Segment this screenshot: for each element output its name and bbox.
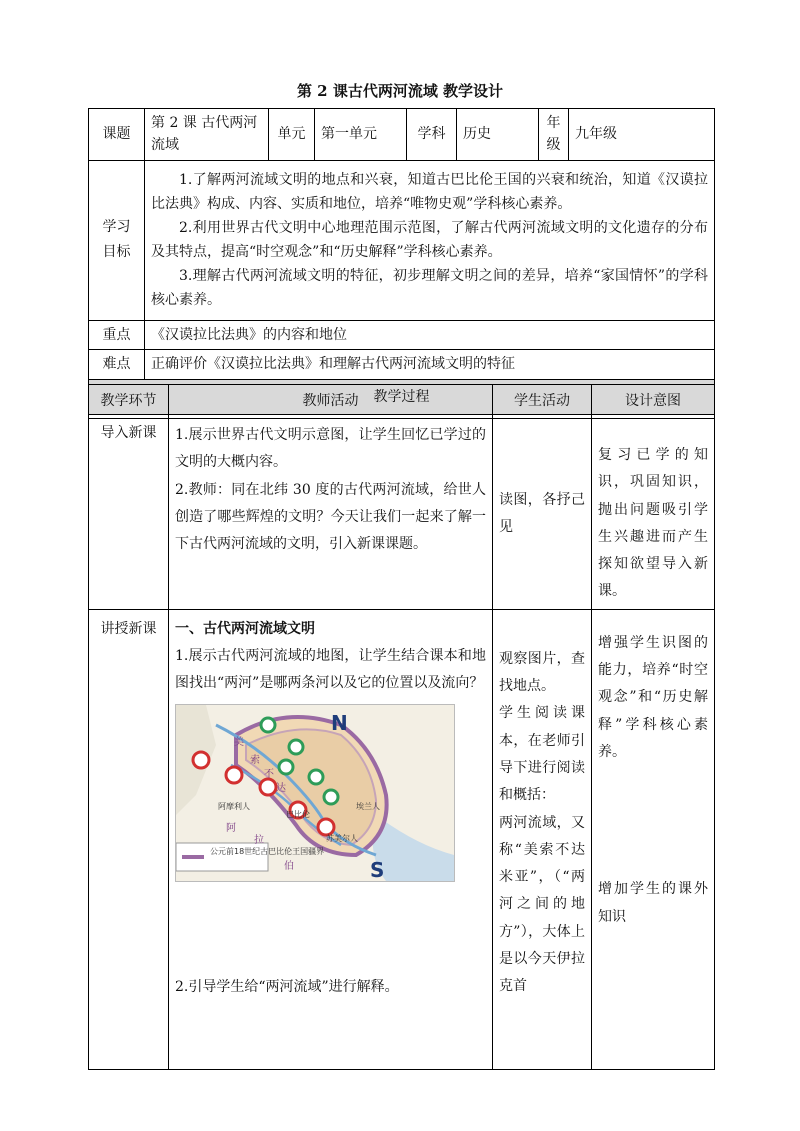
svg-text:阿: 阿	[226, 822, 236, 834]
grade-label: 年级	[539, 109, 569, 161]
unit-label: 单元	[269, 109, 315, 161]
header-student: 学生活动	[493, 385, 592, 419]
teacher-step-1: 1.展示古代两河流域的地图，让学生结合课本和地图找出“两河”是哪两条河以及它的位置以及流向？	[175, 648, 486, 692]
north-label: N	[331, 710, 348, 735]
lecture-student: 观察图片，查找地点。 学生阅读课本，在老师引导下进行阅读和概括： 两河流域，又称“美索不达米亚”，（“两河之间的地方”），大体上是以今天伊拉克首	[493, 609, 592, 1069]
process-table	[88, 384, 715, 1070]
key-point-value: 《汉谟拉比法典》的内容和地位	[145, 320, 715, 349]
map-legend: 公元前18世纪古巴比伦王国疆界	[210, 846, 325, 856]
intro-intent: 复习已学的知识，巩固知识，抛出问题吸引学生兴趣进而产生探知欲望导入新课。	[592, 419, 715, 610]
svg-text:拉: 拉	[254, 834, 264, 846]
svg-text:美: 美	[234, 736, 244, 748]
difficulty-value: 正确评价《汉谟拉比法典》和理解古代两河流域文明的特征	[145, 350, 715, 379]
svg-text:伯: 伯	[284, 860, 294, 872]
map-svg	[176, 705, 454, 881]
topic-value: 第 2 课 古代两河流域	[145, 109, 269, 161]
subject-value: 历史	[457, 109, 539, 161]
svg-text:苏美尔人: 苏美尔人	[326, 833, 358, 843]
lecture-intent: 增强学生识图的能力，培养“时空观念”和“历史解释”学科核心素养。 增加学生的课外知识	[592, 609, 715, 1069]
objective-item: 2.利用世界古代文明中心地理范围示范图，了解古代两河流域文明的文化遗存的分布及其特点，提高“时空观念”和“历史解释”学科核心素养。	[151, 220, 708, 261]
svg-text:埃兰人: 埃兰人	[356, 801, 380, 811]
header-teacher: 教师活动	[169, 385, 493, 419]
teacher-step-2: 2.引导学生给“两河流域”进行解释。	[175, 978, 399, 995]
svg-text:不: 不	[264, 768, 274, 780]
page-title: 第 2 课古代两河流域 教学设计	[296, 82, 504, 100]
svg-text:达: 达	[276, 782, 286, 794]
lecture-teacher	[169, 609, 493, 1069]
process-band: 教学过程	[89, 379, 715, 414]
lesson-plan-table	[88, 108, 715, 415]
objectives-label: 学习目标	[89, 160, 145, 320]
section-title: 一、古代两河流域文明	[175, 620, 315, 637]
svg-text:索: 索	[250, 754, 260, 766]
objective-item: 3.理解古代两河流域文明的特征，初步理解文明之间的差异，培养“家国情怀”的学科核心素养。	[151, 268, 708, 309]
grade-value: 九年级	[569, 109, 715, 161]
svg-text:阿摩利人: 阿摩利人	[218, 801, 250, 811]
lecture-stage: 讲授新课	[89, 609, 169, 1069]
subject-label: 学科	[407, 109, 457, 161]
difficulty-label: 难点	[89, 350, 145, 379]
key-point-label: 重点	[89, 320, 145, 349]
header-intent: 设计意图	[592, 385, 715, 419]
unit-value: 第一单元	[315, 109, 407, 161]
objective-item: 1.了解两河流域文明的地点和兴衰，知道古巴比伦王国的兴衰和统治，知道《汉谟拉比法典》构成、内容、实质和地位，培养“唯物史观”学科核心素养。	[151, 172, 708, 213]
intro-student: 读图，各抒己见	[493, 419, 592, 610]
mesopotamia-map	[175, 704, 455, 882]
intro-teacher: 1.展示世界古代文明示意图，让学生回忆已学过的文明的大概内容。 2.教师：同在北纬 30 度的古代两河流域，给世人创造了哪些辉煌的文明？今天让我们一起来了解一下古代两河流域的文明，引入新课课题。	[169, 419, 493, 610]
header-stage: 教学环节	[89, 385, 169, 419]
topic-label: 课题	[89, 109, 145, 161]
svg-text:巴比伦: 巴比伦	[286, 809, 310, 819]
south-label: S	[370, 857, 385, 881]
intro-stage: 导入新课	[89, 419, 169, 610]
objectives-content	[145, 160, 715, 320]
